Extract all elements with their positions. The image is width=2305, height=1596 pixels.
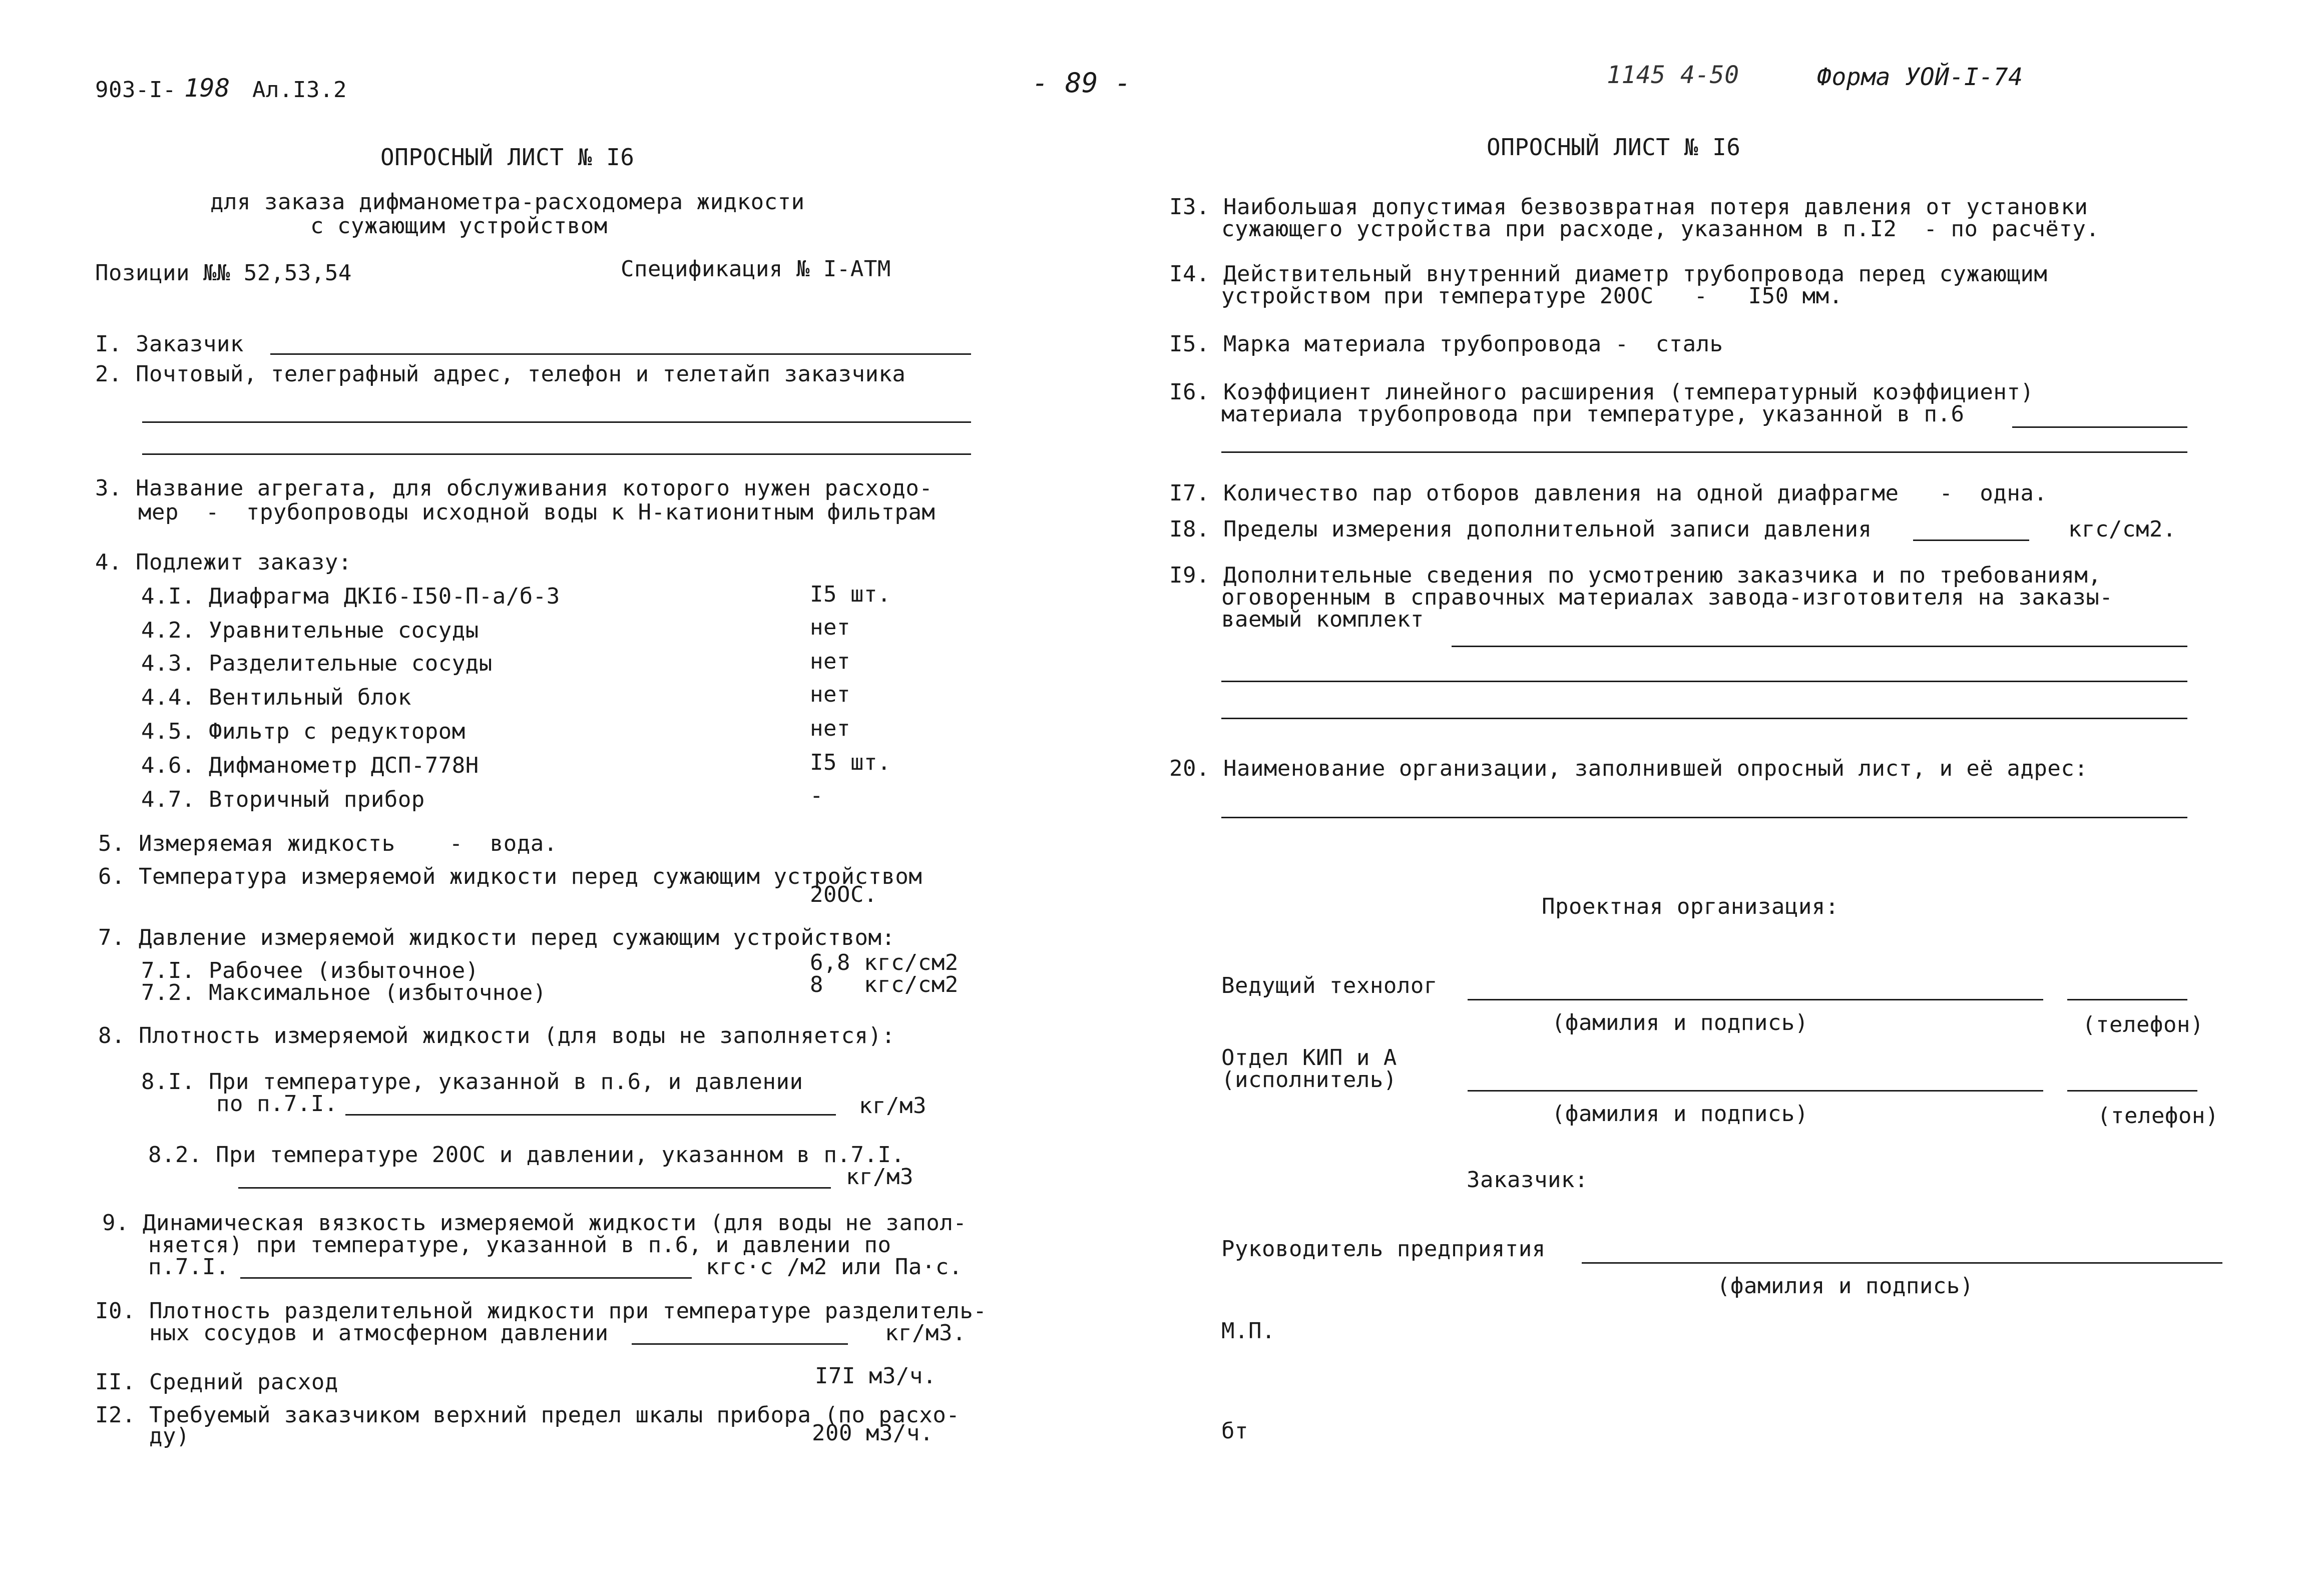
item-16-fill-line-1[interactable]	[2012, 426, 2187, 428]
item-18-unit: кгс/см2.	[2068, 516, 2176, 542]
form-title: ОПРОСНЫЙ ЛИСТ № I6	[380, 144, 635, 171]
item-16-line-1: I6. Коэффициент линейного расширения (температурный коэффициент)	[1169, 379, 2034, 405]
enterprise-director: Руководитель предприятия	[1221, 1236, 1546, 1262]
lead-tech-sign-line[interactable]	[1468, 999, 2043, 1000]
item-19-line-1: I9. Дополнительные сведения по усмотрению заказчика и по требованиям,	[1169, 563, 2102, 588]
item-9-fill-line[interactable]	[240, 1277, 692, 1279]
item-14-line-1: I4. Действительный внутренний диаметр трубопровода перед сужающим	[1169, 261, 2048, 287]
item-10-line-2: ных сосудов и атмосферном давлении	[149, 1320, 609, 1346]
item-4-order: 4. Подлежит заказу:	[95, 550, 352, 575]
customer-label: Заказчик:	[1467, 1167, 1588, 1193]
item-7-1-label: 7.I. Рабочее (избыточное)	[141, 958, 479, 983]
form-code: Форма УОЙ-I-74	[1817, 63, 2023, 91]
item-7-2-label: 7.2. Максимальное (избыточное)	[141, 980, 547, 1005]
item-2-address: 2. Почтовый, телеграфный адрес, телефон и телетайп заказчика	[95, 361, 906, 387]
item-12-value: 200 м3/ч.	[812, 1420, 934, 1446]
item-4-6-value: I5 шт.	[810, 750, 891, 775]
kip-phone-line[interactable]	[2067, 1090, 2197, 1092]
item-18-limits: I8. Пределы измерения дополнительной записи давления	[1169, 516, 1872, 542]
item-10-fill-line[interactable]	[632, 1343, 848, 1345]
item-4-3-label: 4.3. Разделительные сосуды	[141, 651, 493, 676]
item-12-line-1: I2. Требуемый заказчиком верхний предел шкалы прибора (по расхо-	[95, 1402, 960, 1428]
lead-technologist: Ведущий технолог	[1221, 973, 1438, 998]
right-page	[1151, 0, 2305, 1596]
customer-fill-line[interactable]	[270, 353, 971, 355]
item-3-line-2: мер - трубопроводы исходной воды к Н-катионитным фильтрам	[138, 499, 936, 525]
item-7-1-value: 6,8 кгс/см2	[810, 950, 959, 975]
item-4-7-value: -	[810, 783, 823, 808]
item-20-organization: 20. Наименование организации, заполнившей опросный лист, и её адрес:	[1169, 756, 2088, 781]
item-8-2-fill-line[interactable]	[238, 1187, 831, 1189]
item-4-1-value: I5 шт.	[810, 582, 891, 607]
item-9-line-2: няется) при температуре, указанной в п.6, и давлении по	[148, 1232, 891, 1258]
item-4-4-label: 4.4. Вентильный блок	[141, 685, 411, 710]
album-code: 903-I-	[95, 77, 176, 103]
album-code-handwritten: 198	[184, 74, 230, 103]
kip-department: Отдел КИП и А	[1221, 1045, 1397, 1071]
left-page	[0, 0, 1151, 1596]
item-9-unit: кгс·с /м2 или Па·с.	[706, 1254, 963, 1280]
form-title-right: ОПРОСНЫЙ ЛИСТ № I6	[1487, 134, 1741, 161]
kip-executor: (исполнитель)	[1221, 1067, 1397, 1093]
item-11-value: I7I м3/ч.	[815, 1363, 937, 1389]
inventory-number-handwritten: 1145 4-50	[1607, 61, 1739, 89]
item-6-line-1: 6. Температура измеряемой жидкости перед сужающим устройством	[98, 864, 923, 889]
director-name-caption: (фамилия и подпись)	[1717, 1273, 1974, 1299]
item-19-fill-line-2[interactable]	[1221, 681, 2187, 682]
stamp-place: М.П.	[1221, 1318, 1275, 1344]
item-19-fill-line-3[interactable]	[1221, 718, 2187, 719]
item-13-line-2: сужающего устройства при расходе, указанном в п.I2 - по расчёту.	[1221, 216, 2100, 242]
item-7-pressure: 7. Давление измеряемой жидкости перед сужающим устройством:	[98, 925, 895, 950]
footer-mark: бт	[1221, 1418, 1248, 1444]
item-13-line-1: I3. Наибольшая допустимая безвозвратная потеря давления от установки	[1169, 194, 2088, 220]
item-19-line-2: оговоренным в справочных материалах завода-изготовителя на заказы-	[1221, 585, 2113, 610]
kip-phone-caption: (телефон)	[2097, 1103, 2219, 1129]
item-8-1-fill-line[interactable]	[345, 1114, 836, 1116]
item-19-line-3: ваемый комплект	[1221, 607, 1424, 632]
kip-name-caption: (фамилия и подпись)	[1552, 1101, 1808, 1127]
item-4-4-value: нет	[810, 682, 850, 707]
lead-tech-phone-line[interactable]	[2067, 999, 2187, 1000]
item-4-3-value: нет	[810, 649, 850, 674]
item-1-customer: I. Заказчик	[95, 331, 244, 357]
item-9-line-3: п.7.I.	[148, 1254, 229, 1280]
item-6-line-2: 20ОС.	[810, 882, 877, 907]
item-8-density: 8. Плотность измеряемой жидкости (для воды не заполняется):	[98, 1023, 895, 1048]
item-14-line-2: устройством при температуре 20ОС - I50 мм.	[1221, 283, 1843, 309]
item-3-line-1: 3. Название агрегата, для обслуживания которого нужен расходо-	[95, 475, 933, 501]
item-10-unit: кг/м3.	[885, 1320, 966, 1346]
item-4-2-value: нет	[810, 615, 850, 640]
item-8-1-line-2: по п.7.I.	[216, 1091, 338, 1117]
album-number: Ал.I3.2	[252, 77, 347, 103]
item-9-line-1: 9. Динамическая вязкость измеряемой жидкости (для воды не запол-	[102, 1210, 967, 1236]
item-4-5-label: 4.5. Фильтр с редуктором	[141, 719, 466, 744]
item-4-2-label: 4.2. Уравнительные сосуды	[141, 618, 479, 643]
lead-tech-phone-caption: (телефон)	[2082, 1012, 2204, 1037]
item-8-1-line-1: 8.I. При температуре, указанной в п.6, и давлении	[141, 1069, 803, 1095]
specification: Спецификация № I-АТМ	[621, 256, 891, 282]
address-fill-line-2[interactable]	[142, 453, 971, 455]
item-4-7-label: 4.7. Вторичный прибор	[141, 787, 425, 812]
form-subtitle-2: с сужающим устройством	[310, 213, 608, 239]
item-15-material: I5. Марка материала трубопровода - сталь	[1169, 331, 1723, 357]
page-number: - 89 -	[1032, 67, 1132, 99]
director-sign-line[interactable]	[1582, 1262, 2222, 1264]
item-4-1-label: 4.I. Диафрагма ДКI6-I50-П-а/б-3	[141, 584, 560, 609]
item-8-2-line-1: 8.2. При температуре 20ОС и давлении, указанном в п.7.I.	[148, 1142, 905, 1168]
item-17-taps: I7. Количество пар отборов давления на одной диафрагме - одна.	[1169, 480, 2048, 506]
item-10-line-1: I0. Плотность разделительной жидкости при температуре разделитель-	[95, 1298, 987, 1324]
item-18-fill-line[interactable]	[1913, 540, 2029, 541]
form-subtitle-1: для заказа дифманометра-расходомера жидкости	[210, 189, 805, 215]
item-8-1-unit: кг/м3	[859, 1093, 927, 1119]
project-organization: Проектная организация:	[1542, 894, 1839, 919]
item-4-6-label: 4.6. Дифманометр ДСП-778Н	[141, 753, 479, 778]
item-19-fill-line-1[interactable]	[1452, 646, 2187, 647]
item-11-flow: II. Средний расход	[95, 1369, 338, 1395]
lead-tech-name-caption: (фамилия и подпись)	[1552, 1010, 1808, 1035]
item-16-fill-line-2[interactable]	[1221, 451, 2187, 453]
item-12-line-2: ду)	[149, 1423, 190, 1449]
item-5-liquid: 5. Измеряемая жидкость - вода.	[98, 831, 558, 856]
item-16-line-2: материала трубопровода при температуре, указанной в п.6	[1221, 401, 1965, 427]
kip-sign-line[interactable]	[1468, 1090, 2043, 1092]
item-20-fill-line[interactable]	[1221, 817, 2187, 818]
address-fill-line-1[interactable]	[142, 421, 971, 423]
positions: Позиции №№ 52,53,54	[95, 260, 352, 286]
item-7-2-value: 8 кгс/см2	[810, 972, 959, 997]
item-8-2-unit: кг/м3	[846, 1164, 913, 1190]
item-4-5-value: нет	[810, 716, 850, 741]
